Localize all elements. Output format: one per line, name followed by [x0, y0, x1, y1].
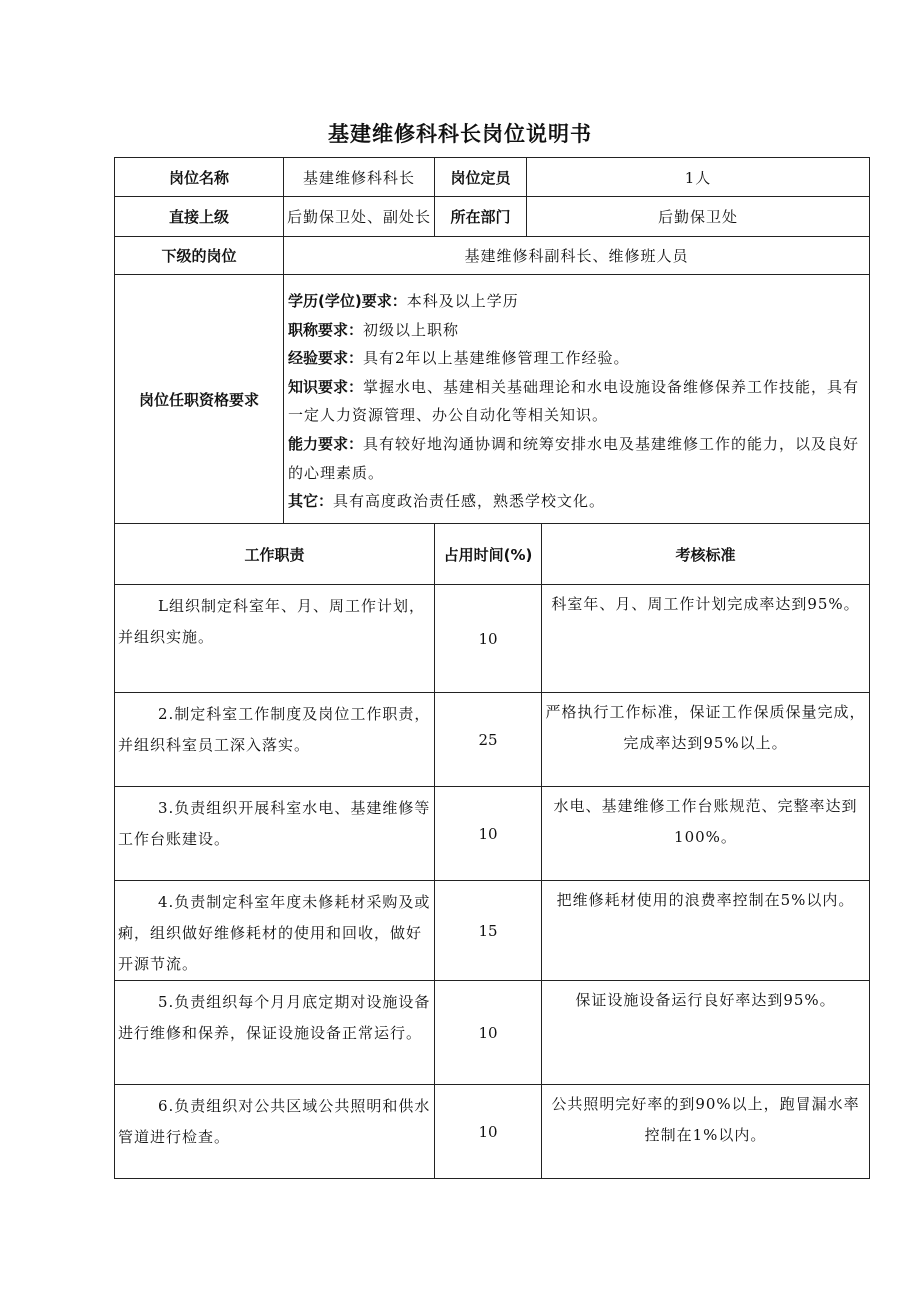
row-position-name: [115, 158, 870, 197]
time-cell: 10: [435, 787, 542, 881]
duty-header-row: [115, 524, 870, 585]
duty-cell: 6.负责组织对公共区域公共照明和供水管道进行检查。: [115, 1085, 435, 1179]
position-name-label: 岗位名称: [115, 158, 284, 197]
requirement-text: 具有高度政治责任感，熟悉学校文化。: [333, 492, 606, 511]
table-row: [115, 787, 870, 881]
table-row: [115, 1085, 870, 1179]
requirement-text: 初级以上职称: [363, 320, 460, 339]
supervisor-label: 直接上级: [115, 197, 284, 237]
table-row: [115, 981, 870, 1085]
requirement-item: [288, 430, 865, 487]
headcount-value: 1人: [527, 158, 870, 197]
duty-cell: L组织制定科室年、月、周工作计划，并组织实施。: [115, 585, 435, 693]
standard-cell: 保证设施设备运行良好率达到95%。: [542, 981, 870, 1085]
standard-cell: 水电、基建维修工作台账规范、完整率达到100%。: [542, 787, 870, 881]
requirement-key: 职称要求：: [288, 320, 364, 339]
requirements-list: [284, 275, 870, 524]
supervisor-value: 后勤保卫处、副处长: [284, 197, 435, 237]
requirement-item: [288, 344, 865, 373]
row-supervisor: [115, 197, 870, 237]
subordinate-label: 下级的岗位: [115, 237, 284, 275]
table-row: [115, 585, 870, 693]
headcount-label: 岗位定员: [435, 158, 527, 197]
requirement-key: 经验要求：: [288, 349, 364, 368]
job-description-table: [114, 157, 870, 1179]
standard-cell: 科室年、月、周工作计划完成率达到95%。: [542, 585, 870, 693]
time-cell: 15: [435, 881, 542, 981]
requirement-key: 能力要求：: [288, 434, 364, 453]
requirement-text: 掌握水电、基建相关基础理论和水电设施设备维修保养工作技能，具有一定人力资源管理、办公自动化等相关知识。: [288, 377, 860, 425]
standard-header: 考核标准: [542, 524, 870, 585]
department-value: 后勤保卫处: [527, 197, 870, 237]
row-subordinate: [115, 237, 870, 275]
requirement-item: [288, 316, 865, 345]
requirement-key: 其它：: [288, 492, 334, 511]
requirement-key: 学历(学位)要求：: [288, 292, 407, 310]
standard-cell: 严格执行工作标准，保证工作保质保量完成，完成率达到95%以上。: [542, 693, 870, 787]
page-title: 基建维修科科长岗位说明书: [328, 122, 592, 146]
duty-cell: 2.制定科室工作制度及岗位工作职责，并组织科室员工深入落实。: [115, 693, 435, 787]
requirement-text: 具有2年以上基建维修管理工作经验。: [363, 349, 630, 368]
duty-header: 工作职责: [115, 524, 435, 585]
requirement-text: 本科及以上学历: [406, 292, 519, 310]
requirement-item: [288, 487, 865, 516]
time-cell: 10: [435, 981, 542, 1085]
requirement-item: [288, 287, 865, 316]
duty-cell: 5.负责组织每个月月底定期对设施设备进行维修和保养，保证设施设备正常运行。: [115, 981, 435, 1085]
requirement-key: 知识要求：: [288, 377, 364, 396]
department-label: 所在部门: [435, 197, 527, 237]
duty-cell: 3.负责组织开展科室水电、基建维修等工作台账建设。: [115, 787, 435, 881]
time-cell: 25: [435, 693, 542, 787]
requirement-text: 具有较好地沟通协调和统筹安排水电及基建维修工作的能力，以及良好的心理素质。: [288, 434, 860, 482]
standard-cell: 把维修耗材使用的浪费率控制在5%以内。: [542, 881, 870, 981]
qualification-label: 岗位任职资格要求: [115, 275, 284, 524]
position-name-value: 基建维修科科长: [284, 158, 435, 197]
standard-cell: 公共照明完好率的到90%以上，跑冒漏水率控制在1%以内。: [542, 1085, 870, 1179]
table-row: [115, 881, 870, 981]
time-cell: 10: [435, 1085, 542, 1179]
table-row: [115, 693, 870, 787]
row-qualification: [115, 275, 870, 524]
subordinate-value: 基建维修科副科长、维修班人员: [284, 237, 870, 275]
time-header: 占用时间(%): [435, 524, 542, 585]
requirement-item: [288, 373, 865, 430]
duty-cell: 4.负责制定科室年度未修耗材采购及或痢，组织做好维修耗材的使用和回收，做好开源节流。: [115, 881, 435, 981]
time-cell: 10: [435, 585, 542, 693]
